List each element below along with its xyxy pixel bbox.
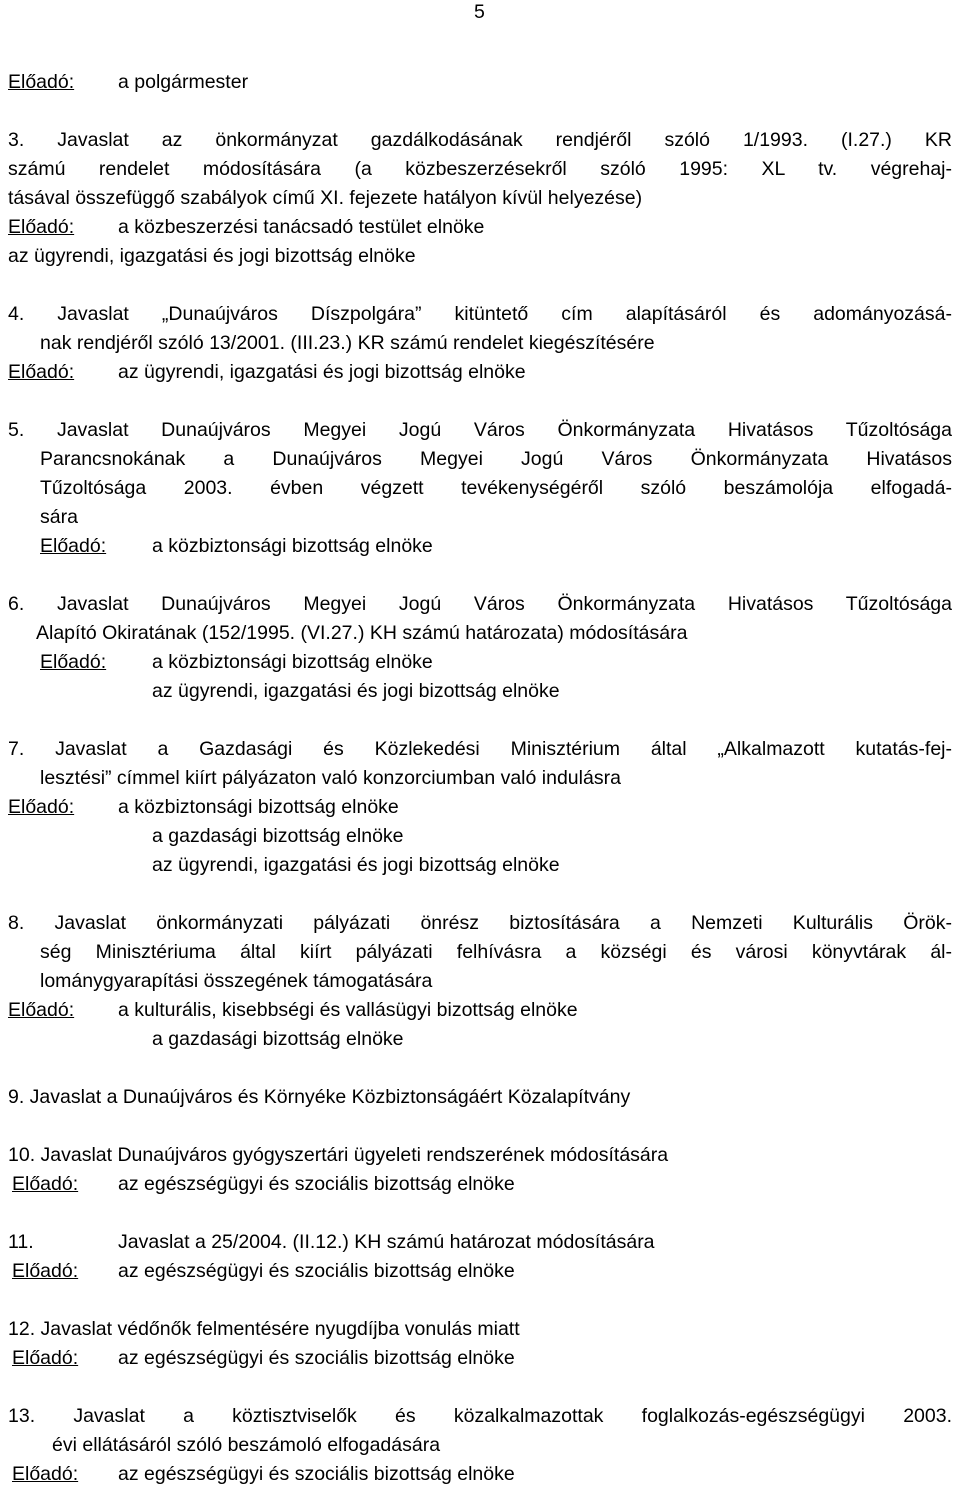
agenda-item-7-line-1: 7. Javaslat a Gazdasági és Közlekedési Minisztérium által „Alkalmazott kutatás-fej-: [8, 738, 952, 760]
agenda-item-6-line-2: Alapító Okiratának (152/1995. (VI.27.) KH számú határozata) módosítására: [36, 622, 688, 644]
presenter-name: az ügyrendi, igazgatási és jogi bizottság elnöke: [118, 361, 526, 383]
presenter-name: az egészségügyi és szociális bizottság elnöke: [118, 1463, 515, 1485]
presenter-label: Előadó:: [8, 71, 75, 93]
presenter-label: Előadó:: [12, 1347, 79, 1369]
presenter-name: az ügyrendi, igazgatási és jogi bizottság elnöke: [8, 245, 416, 267]
agenda-item-4-line-2: nak rendjéről szóló 13/2001. (III.23.) KR számú rendelet kiegészítésére: [40, 332, 655, 354]
presenter-label: Előadó:: [40, 651, 107, 673]
presenter-name: a polgármester: [118, 71, 249, 93]
agenda-item-8-line-3: lománygyarapítási összegének támogatására: [40, 970, 433, 992]
presenter-label: Előadó:: [12, 1463, 79, 1485]
presenter-name: a gazdasági bizottság elnöke: [152, 825, 404, 847]
agenda-item-11-line-1: Javaslat a 25/2004. (II.12.) KH számú határozat módosítására: [118, 1231, 655, 1253]
agenda-item-5-line-3: Tűzoltósága 2003. évben végzett tevékenységéről szóló beszámolója elfogadá-: [40, 477, 952, 499]
presenter-label: Előadó:: [40, 535, 107, 557]
presenter-label: Előadó:: [12, 1260, 79, 1282]
presenter-name: a kulturális, kisebbségi és vallásügyi bizottság elnöke: [118, 999, 578, 1021]
agenda-item-7-line-2: lesztési” címmel kiírt pályázaton való konzorciumban való indulásra: [40, 767, 621, 789]
agenda-item-3-line-3: tásával összefüggő szabályok című XI. fejezete hatályon kívül helyezése): [8, 187, 643, 209]
presenter-label: Előadó:: [8, 216, 75, 238]
page-number: 5: [474, 1, 485, 23]
agenda-item-12-line-1: 12. Javaslat védőnők felmentésére nyugdíjba vonulás miatt: [8, 1318, 520, 1340]
presenter-label: Előadó:: [12, 1173, 79, 1195]
presenter-name: a közbiztonsági bizottság elnöke: [152, 651, 433, 673]
presenter-name: a közbeszerzési tanácsadó testület elnöke: [118, 216, 485, 238]
agenda-item-5-line-1: 5. Javaslat Dunaújváros Megyei Jogú Város Önkormányzata Hivatásos Tűzoltósága: [8, 419, 952, 441]
presenter-name: az ügyrendi, igazgatási és jogi bizottság elnöke: [152, 854, 560, 876]
presenter-label: Előadó:: [8, 999, 75, 1021]
presenter-label: Előadó:: [8, 361, 75, 383]
agenda-item-3-line-2: számú rendelet módosítására (a közbeszerzésekről szóló 1995: XL tv. végrehaj-: [8, 158, 952, 180]
agenda-item-9-line-1: 9. Javaslat a Dunaújváros és Környéke Közbiztonságáért Közalapítvány: [8, 1086, 631, 1108]
presenter-name: a közbiztonsági bizottság elnöke: [152, 535, 433, 557]
presenter-name: a gazdasági bizottság elnöke: [152, 1028, 404, 1050]
agenda-item-10-line-1: 10. Javaslat Dunaújváros gyógyszertári ügyeleti rendszerének módosítására: [8, 1144, 669, 1166]
presenter-name: az egészségügyi és szociális bizottság elnöke: [118, 1173, 515, 1195]
agenda-item-8-line-1: 8. Javaslat önkormányzati pályázati önrész biztosítására a Nemzeti Kulturális Örök-: [8, 912, 952, 934]
presenter-label: Előadó:: [8, 796, 75, 818]
presenter-name: az egészségügyi és szociális bizottság elnöke: [118, 1260, 515, 1282]
agenda-item-13-line-2: évi ellátásáról szóló beszámoló elfogadására: [52, 1434, 441, 1456]
agenda-item-13-line-1: 13. Javaslat a köztisztviselők és közalkalmazottak foglalkozás-egészségügyi 2003.: [8, 1405, 952, 1427]
agenda-item-8-line-2: ség Minisztériuma által kiírt pályázati felhívásra a községi és városi könyvtárak ál-: [40, 941, 952, 963]
agenda-item-11-number: 11.: [8, 1231, 34, 1253]
presenter-name: a közbiztonsági bizottság elnöke: [118, 796, 399, 818]
presenter-name: az ügyrendi, igazgatási és jogi bizottság elnöke: [152, 680, 560, 702]
agenda-item-3-line-1: 3. Javaslat az önkormányzat gazdálkodásának rendjéről szóló 1/1993. (I.27.) KR: [8, 129, 952, 151]
agenda-item-4-line-1: 4. Javaslat „Dunaújváros Díszpolgára” kitüntető cím alapításáról és adományozásá-: [8, 303, 952, 325]
agenda-item-5-line-4: sára: [40, 506, 78, 528]
agenda-item-6-line-1: 6. Javaslat Dunaújváros Megyei Jogú Város Önkormányzata Hivatásos Tűzoltósága: [8, 593, 952, 615]
presenter-name: az egészségügyi és szociális bizottság elnöke: [118, 1347, 515, 1369]
agenda-item-5-line-2: Parancsnokának a Dunaújváros Megyei Jogú Város Önkormányzata Hivatásos: [40, 448, 952, 470]
